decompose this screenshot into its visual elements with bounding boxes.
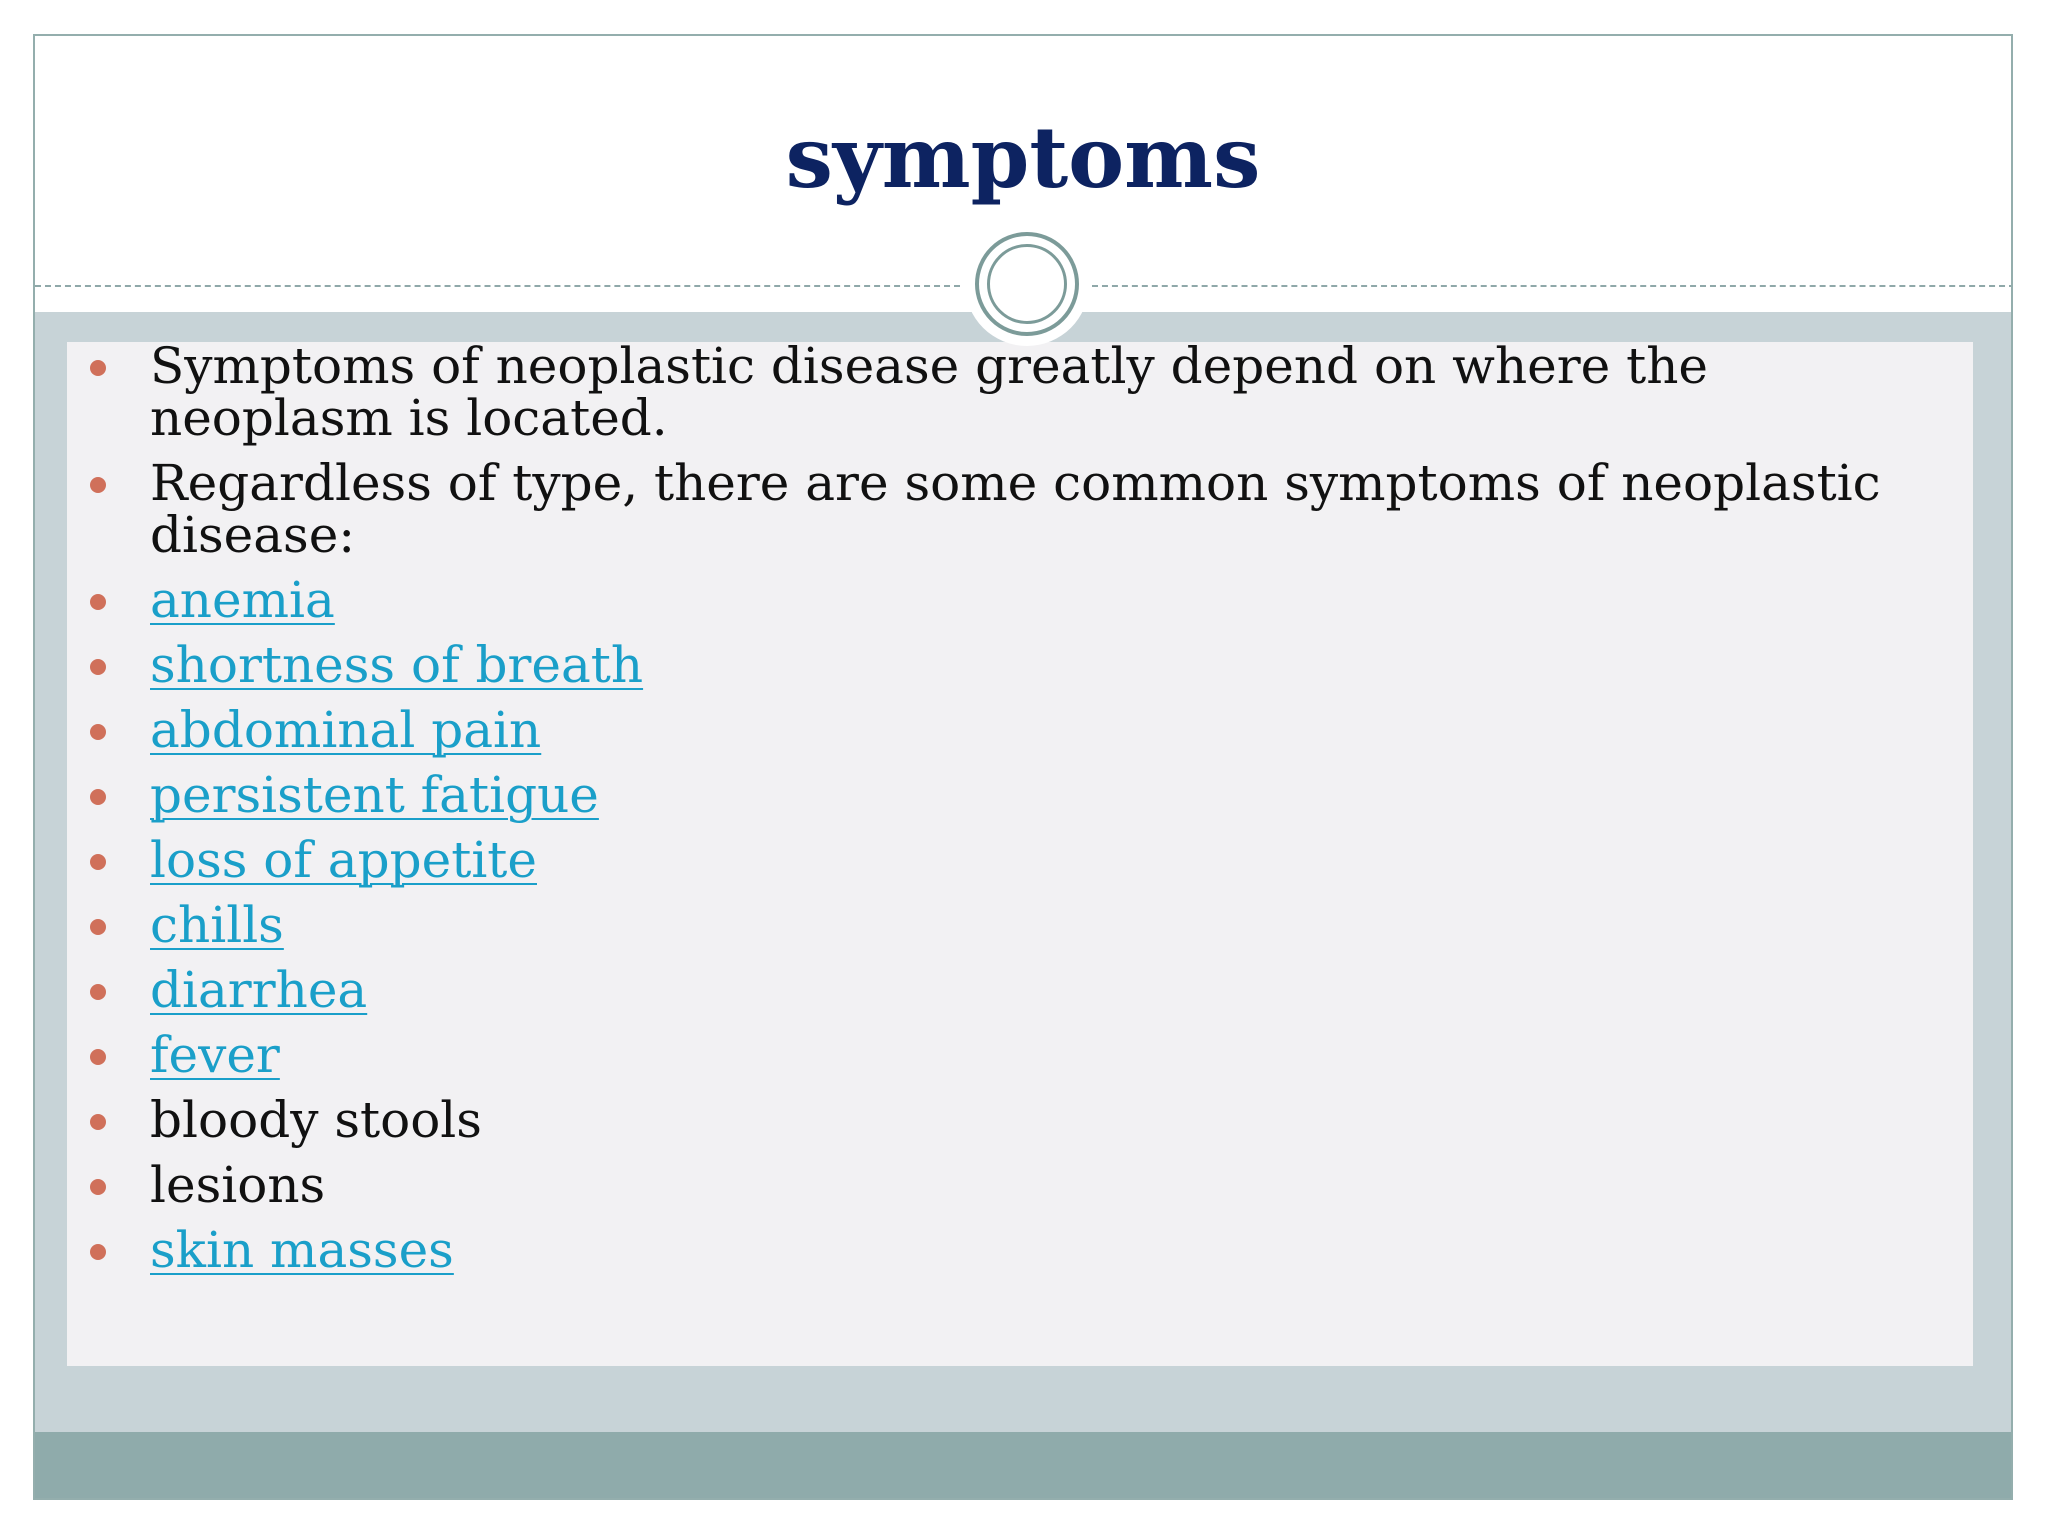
symptom-link-diarrhea[interactable]: diarrhea	[150, 961, 368, 1019]
list-item	[80, 337, 1910, 447]
list-item	[80, 1156, 1910, 1214]
bullet-dot-icon	[90, 1049, 106, 1065]
bullet-dot-icon	[90, 919, 106, 935]
list-item	[80, 1221, 1910, 1279]
symptom-link-persistent-fatigue[interactable]: persistent fatigue	[150, 766, 599, 824]
slide-title: symptoms	[785, 108, 1261, 207]
bullet-dot-icon	[90, 789, 106, 805]
list-item	[80, 454, 1910, 564]
bullet-dot-icon	[90, 477, 106, 493]
circle-ornament-icon	[965, 222, 1089, 346]
symptom-list	[80, 337, 1910, 1289]
list-item-text: lesions	[150, 1156, 326, 1214]
symptom-link-anemia[interactable]: anemia	[150, 571, 335, 629]
ornament-inner-ring	[987, 244, 1067, 324]
bullet-dot-icon	[90, 724, 106, 740]
list-item-text: Symptoms of neoplastic disease greatly depend on where the neoplasm is located.	[150, 337, 1709, 447]
list-item	[80, 636, 1910, 694]
symptom-link-chills[interactable]: chills	[150, 896, 284, 954]
list-item	[80, 961, 1910, 1019]
bullet-dot-icon	[90, 984, 106, 1000]
list-item	[80, 1091, 1910, 1149]
title-divider-right	[1092, 285, 2013, 287]
list-item	[80, 701, 1910, 759]
bullet-dot-icon	[90, 1179, 106, 1195]
list-item	[80, 831, 1910, 889]
symptom-link-fever[interactable]: fever	[150, 1026, 280, 1084]
bullet-dot-icon	[90, 360, 106, 376]
ornament-outer-ring	[975, 232, 1079, 336]
list-item-text: Regardless of type, there are some common symptoms of neoplastic disease:	[150, 454, 1881, 564]
footer-band	[35, 1432, 2011, 1500]
list-item	[80, 571, 1910, 629]
bullet-dot-icon	[90, 659, 106, 675]
symptom-link-skin-masses[interactable]: skin masses	[150, 1221, 454, 1279]
symptom-link-loss-of-appetite[interactable]: loss of appetite	[150, 831, 537, 889]
title-divider-left	[35, 285, 960, 287]
symptom-link-abdominal-pain[interactable]: abdominal pain	[150, 701, 542, 759]
bullet-dot-icon	[90, 1244, 106, 1260]
symptom-link-shortness-of-breath[interactable]: shortness of breath	[150, 636, 644, 694]
list-item	[80, 896, 1910, 954]
bullet-dot-icon	[90, 854, 106, 870]
list-item	[80, 1026, 1910, 1084]
list-item	[80, 766, 1910, 824]
list-item-text: bloody stools	[150, 1091, 482, 1149]
bullet-dot-icon	[90, 594, 106, 610]
bullet-dot-icon	[90, 1114, 106, 1130]
